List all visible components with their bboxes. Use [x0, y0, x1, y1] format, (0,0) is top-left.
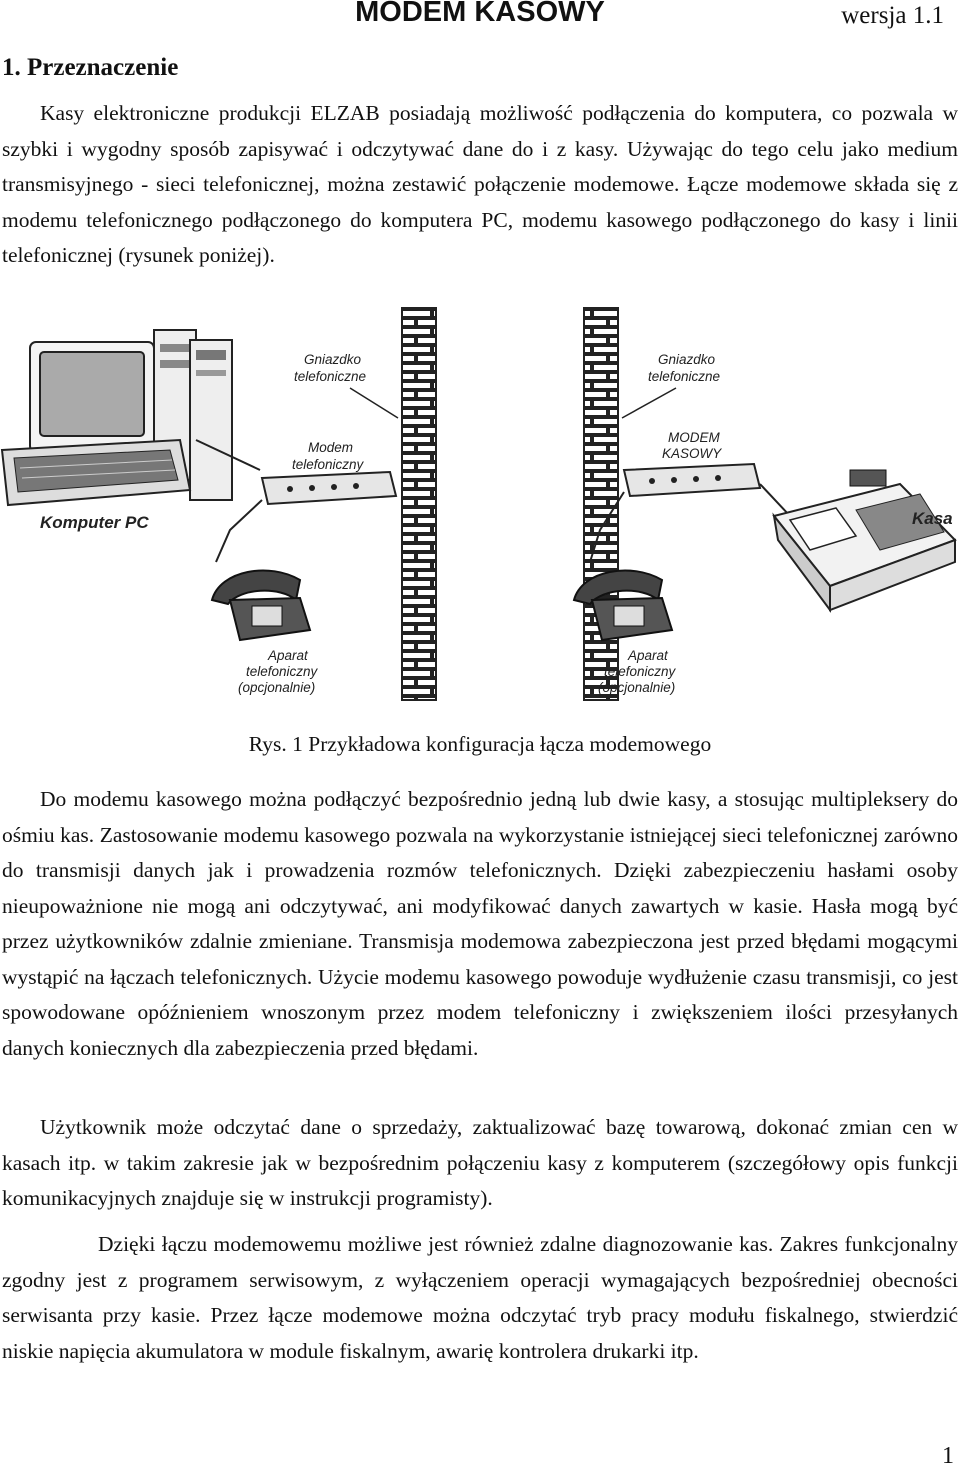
socket-right-arrow: [622, 388, 676, 418]
socket-left-label-2: telefoniczne: [294, 369, 367, 384]
phone-right-label-3: (opcjonalnie): [598, 680, 676, 695]
socket-right-label-1: Gniazdko: [658, 352, 716, 367]
socket-left-arrow: [350, 388, 398, 418]
wall-left: [402, 308, 436, 700]
phone-left-label-1: Aparat: [268, 648, 308, 663]
document-version: wersja 1.1: [841, 2, 944, 29]
wall-right: [584, 308, 618, 700]
cash-register-illustration: [774, 470, 955, 610]
phone-right-label-2: telefoniczny: [604, 664, 676, 679]
modem-left-label-2: telefoniczny: [292, 457, 364, 472]
modem-left-label-1: Modem: [308, 440, 354, 455]
telephone-left-illustration: [212, 570, 310, 640]
socket-left-label-1: Gniazdko: [304, 352, 362, 367]
phone-modem-illustration: [262, 472, 396, 504]
phone-right-label-1: Aparat: [628, 648, 668, 663]
cash-modem-illustration: [624, 464, 760, 496]
register-label: Kasa: [912, 509, 953, 528]
modem-right-label-1: MODEM: [668, 430, 720, 445]
phone-left-label-3: (opcjonalnie): [238, 680, 316, 695]
socket-right-label-2: telefoniczne: [648, 369, 721, 384]
page-number: 1: [942, 1443, 954, 1469]
computer-pc-illustration: [2, 330, 260, 505]
paragraph-intro: Kasy elektroniczne produkcji ELZAB posiadają możliwość podłączenia do komputera, co pozwala w szybki i wygodny sposób zapisywać i odczytywać dane do i z kasy. Używając do tego celu jako medium transmisyjnego - sieci telefonicznej, można zestawić połączenie modemowe. Łącze modemowe składa się z modemu telefonicznego podłączonego do komputera PC, modemu kasowego podłączonego do kasy i linii telefonicznej (rysunek poniżej).: [2, 101, 958, 267]
paragraph-modem-usage: Do modemu kasowego można podłączyć bezpośrednio jedną lub dwie kasy, a stosując multipleksery do ośmiu kas. Zastosowanie modemu kasowego pozwala na wykorzystanie istniejącej sieci telefonicznej zarówno do transmisji danych jak i prowadzenia rozmów telefonicznych. Dzięki zabezpieczeniu hasłami osoby nieupoważnione nie mogą ani odczytywać, ani modyfikować danych zawartych w kasie. Hasła mogą być przez użytkowników zdalnie zmieniane. Transmisja modemowa zabezpieczona jest przed błędami mogącymi wystąpić na łączach telefonicznych. Użycie modemu kasowego powoduje wydłużenie czasu transmisji, co jest spowodowane opóźnieniem wnoszonym przez modem telefoniczny i zwiększeniem ilości przesyłanych danych koniecznych dla zabezpieczenia przed błędami.: [2, 787, 958, 1060]
computer-label: Komputer PC: [40, 513, 149, 532]
document-title: MODEM KASOWY: [355, 0, 605, 28]
paragraph-user-functions: Użytkownik może odczytać dane o sprzedaży, zaktualizować bazę towarową, dokonać zmian cen w kasach itp. w takim zakresie jak w bezpośrednim połączeniu kasy z komputerem (szczegółowy opis funkcji komunikacyjnych znajduje się w instrukcji programisty).: [2, 1115, 958, 1210]
figure-caption: Rys. 1 Przykładowa konfiguracja łącza modemowego: [248, 732, 712, 756]
modem-configuration-figure: [0, 300, 960, 710]
modem-right-label-2: KASOWY: [662, 446, 722, 461]
paragraph-diagnostics: Dzięki łączu modemowemu możliwe jest również zdalne diagnozowanie kas. Zakres funkcjonalny zgodny jest z programem serwisowym, z wyłączeniem operacji wymagających bezpośredniej obecności serwisanta przy kasie. Przez łącze modemowe można odczytać tryb pracy modułu fiskalnego, stwierdzić niskie napięcia akumulatora w module fiskalnym, awarię kontrolera drukarki itp.: [2, 1232, 958, 1363]
phone-left-label-2: telefoniczny: [246, 664, 318, 679]
section-heading: 1. Przeznaczenie: [2, 54, 179, 81]
